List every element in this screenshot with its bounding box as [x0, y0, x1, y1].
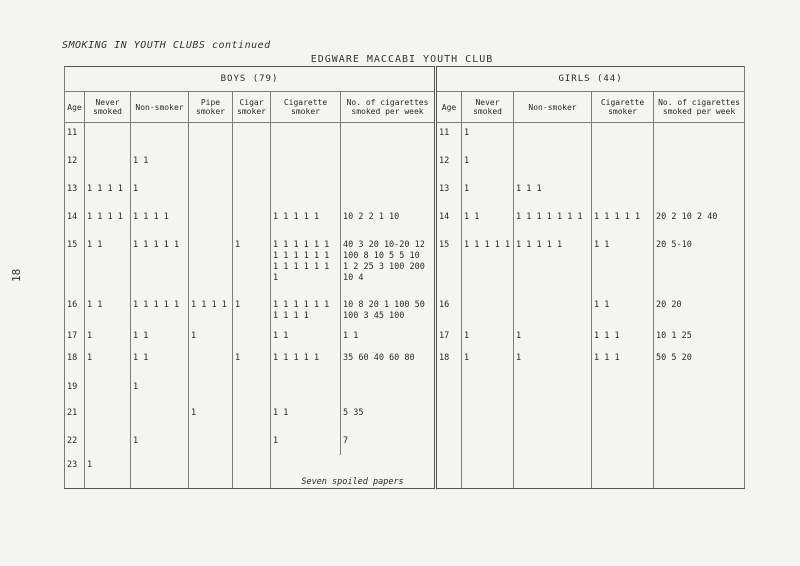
table-cell: 1 1	[341, 326, 436, 348]
table-cell	[85, 151, 131, 179]
table-cell: 14	[65, 207, 85, 235]
table-cell	[341, 377, 436, 403]
table-cell: 35 60 40 60 80	[341, 348, 436, 377]
table-row	[65, 235, 745, 295]
table-row	[65, 348, 745, 377]
table-cell: 1	[462, 326, 514, 348]
table-cell: 1 1 1 1 1 1 1 1 1 1 1 1 1 1 1 1 1 1 1	[271, 235, 341, 295]
table-cell: 21	[65, 403, 85, 431]
table-cell	[233, 377, 271, 403]
table-cell: 1	[131, 431, 189, 455]
table-cell: 1 1 1 1 1	[271, 348, 341, 377]
table-cell: 1	[233, 348, 271, 377]
table-cell: 22	[65, 431, 85, 455]
table-cell: 1	[233, 295, 271, 326]
table-cell	[436, 377, 462, 403]
table-cell: 23	[65, 455, 85, 489]
table-cell: 20 2 10 2 40	[654, 207, 745, 235]
table-cell	[436, 455, 462, 489]
table-row	[65, 431, 745, 455]
table-cell: 7	[341, 431, 436, 455]
table-cell: 16	[65, 295, 85, 326]
table-cell	[592, 403, 654, 431]
table-cell: 13	[436, 179, 462, 207]
table-cell: 1	[462, 348, 514, 377]
table-cell: 40 3 20 10-20 12 100 8 10 5 5 10 1 2 25 3 100 200 10 4	[341, 235, 436, 295]
table-cell	[654, 151, 745, 179]
table-cell	[592, 151, 654, 179]
table-cell	[189, 348, 233, 377]
table-cell: 1 1 1 1 1	[514, 235, 592, 295]
table-cell: 1 1	[271, 403, 341, 431]
table-cell	[233, 326, 271, 348]
boys-heading: BOYS (79)	[65, 67, 436, 92]
table-cell: 13	[65, 179, 85, 207]
table-cell	[514, 377, 592, 403]
col-cigarettes-per-week: No. of cigarettes smoked per week	[654, 92, 745, 123]
table-row	[65, 207, 745, 235]
col-age: Age	[436, 92, 462, 123]
table-cell	[233, 455, 271, 489]
table-cell: 12	[65, 151, 85, 179]
table-cell: 14	[436, 207, 462, 235]
table-cell: 1 1 1 1	[189, 295, 233, 326]
table-cell	[271, 151, 341, 179]
table-cell	[514, 403, 592, 431]
table-cell	[189, 377, 233, 403]
table-cell: 1 1 1 1 1 1 1 1 1 1	[271, 295, 341, 326]
table-cell: 5 35	[341, 403, 436, 431]
table-cell	[436, 431, 462, 455]
table-cell	[654, 403, 745, 431]
table-cell	[85, 123, 131, 152]
table-cell: 1	[462, 123, 514, 152]
table-cell	[462, 295, 514, 326]
spoiled-papers-note: Seven spoiled papers	[271, 455, 436, 489]
table-row	[65, 377, 745, 403]
girls-heading: GIRLS (44)	[436, 67, 745, 92]
table-cell: 1 1 1 1 1	[131, 295, 189, 326]
col-cigar-smoker: Cigar smoker	[233, 92, 271, 123]
table-cell	[233, 431, 271, 455]
table-cell: 1 1	[131, 151, 189, 179]
table-row	[65, 455, 745, 489]
table-cell: 10 1 25	[654, 326, 745, 348]
table-cell: 1 1	[85, 235, 131, 295]
table-cell	[654, 455, 745, 489]
col-pipe-smoker: Pipe smoker	[189, 92, 233, 123]
table-cell: 16	[436, 295, 462, 326]
table-cell	[233, 207, 271, 235]
col-cigarette-smoker: Cigarette smoker	[271, 92, 341, 123]
table-cell	[514, 431, 592, 455]
table-cell	[131, 123, 189, 152]
col-never-smoked: Never smoked	[462, 92, 514, 123]
table-cell: 1 1	[131, 326, 189, 348]
table-cell: 19	[65, 377, 85, 403]
table-cell	[85, 431, 131, 455]
table-cell: 1	[462, 179, 514, 207]
table-cell: 1 1 1 1 1	[462, 235, 514, 295]
table-cell	[189, 179, 233, 207]
table-cell	[341, 123, 436, 152]
table-cell: 10 2 2 1 10	[341, 207, 436, 235]
table-cell: 1 1 1 1 1	[131, 235, 189, 295]
table-cell	[592, 377, 654, 403]
table-cell: 1	[514, 348, 592, 377]
table-cell: 1 1 1 1	[85, 207, 131, 235]
table-row	[65, 403, 745, 431]
table-cell	[654, 431, 745, 455]
table-cell	[592, 123, 654, 152]
table-cell: 1 1	[131, 348, 189, 377]
table-cell: 1	[131, 179, 189, 207]
table-cell: 1	[189, 326, 233, 348]
col-cigarette-smoker: Cigarette smoker	[592, 92, 654, 123]
table-cell: 17	[65, 326, 85, 348]
table-cell	[131, 455, 189, 489]
table-row	[65, 151, 745, 179]
table-cell	[514, 123, 592, 152]
table-cell: 20 5-10	[654, 235, 745, 295]
table-cell: 1 1	[592, 235, 654, 295]
table-cell	[271, 377, 341, 403]
table-cell	[189, 455, 233, 489]
table-cell	[189, 235, 233, 295]
col-non-smoker: Non-smoker	[131, 92, 189, 123]
table-cell	[189, 207, 233, 235]
table-cell	[436, 403, 462, 431]
table-cell: 1	[514, 326, 592, 348]
table-cell	[85, 403, 131, 431]
table-row	[65, 179, 745, 207]
table-cell: 1	[189, 403, 233, 431]
page-header: SMOKING IN YOUTH CLUBS continued	[62, 40, 271, 51]
table-cell: 1 1	[85, 295, 131, 326]
table-cell: 15	[65, 235, 85, 295]
table-cell: 10 8 20 1 100 50 100 3 45 100	[341, 295, 436, 326]
col-never-smoked: Never smoked	[85, 92, 131, 123]
table-cell	[592, 431, 654, 455]
table-cell	[85, 377, 131, 403]
smoking-table	[64, 66, 745, 489]
table-cell	[131, 403, 189, 431]
table-cell: 1 1 1	[514, 179, 592, 207]
table-cell: 1	[85, 455, 131, 489]
table-cell	[514, 151, 592, 179]
table-cell: 1 1	[271, 326, 341, 348]
table-cell: 11	[436, 123, 462, 152]
col-cigarettes-per-week: No. of cigarettes smoked per week	[341, 92, 436, 123]
table-cell: 1	[271, 431, 341, 455]
table-cell	[592, 179, 654, 207]
table-cell	[514, 295, 592, 326]
table-cell: 50 5 20	[654, 348, 745, 377]
page-number: 18	[10, 268, 23, 282]
table-cell: 1 1	[592, 295, 654, 326]
table-cell	[271, 179, 341, 207]
table-cell	[233, 123, 271, 152]
table-cell	[462, 403, 514, 431]
table-cell: 1 1 1	[592, 326, 654, 348]
table-cell	[189, 151, 233, 179]
table-cell: 1	[462, 151, 514, 179]
col-age: Age	[65, 92, 85, 123]
table-cell	[654, 377, 745, 403]
table-cell: 1	[85, 348, 131, 377]
table-cell	[462, 455, 514, 489]
table-cell: 1 1 1 1 1	[592, 207, 654, 235]
table-cell	[233, 403, 271, 431]
table-cell	[271, 123, 341, 152]
table-cell	[654, 179, 745, 207]
table-row	[65, 123, 745, 152]
table-cell: 20 20	[654, 295, 745, 326]
table-cell	[462, 377, 514, 403]
table-row	[65, 295, 745, 326]
table-cell	[592, 455, 654, 489]
table-cell	[189, 431, 233, 455]
table-cell: 1 1 1 1 1	[271, 207, 341, 235]
table-cell: 1 1	[462, 207, 514, 235]
table-cell: 1 1 1 1	[131, 207, 189, 235]
table-cell: 1 1 1	[592, 348, 654, 377]
table-title: EDGWARE MACCABI YOUTH CLUB	[310, 54, 494, 65]
table-cell: 18	[65, 348, 85, 377]
table-cell	[233, 179, 271, 207]
table-cell	[462, 431, 514, 455]
col-non-smoker: Non-smoker	[514, 92, 592, 123]
table-cell: 12	[436, 151, 462, 179]
table-cell: 15	[436, 235, 462, 295]
table-cell: 1 1 1 1 1 1 1	[514, 207, 592, 235]
table-cell	[341, 179, 436, 207]
table-cell: 1	[85, 326, 131, 348]
table-cell	[514, 455, 592, 489]
table-row	[65, 326, 745, 348]
table-cell: 17	[436, 326, 462, 348]
table-cell	[189, 123, 233, 152]
table-cell: 1 1 1 1	[85, 179, 131, 207]
table-cell: 11	[65, 123, 85, 152]
table-cell: 1	[131, 377, 189, 403]
table-cell	[654, 123, 745, 152]
table-cell: 18	[436, 348, 462, 377]
table-cell	[233, 151, 271, 179]
table-cell	[341, 151, 436, 179]
table-cell: 1	[233, 235, 271, 295]
